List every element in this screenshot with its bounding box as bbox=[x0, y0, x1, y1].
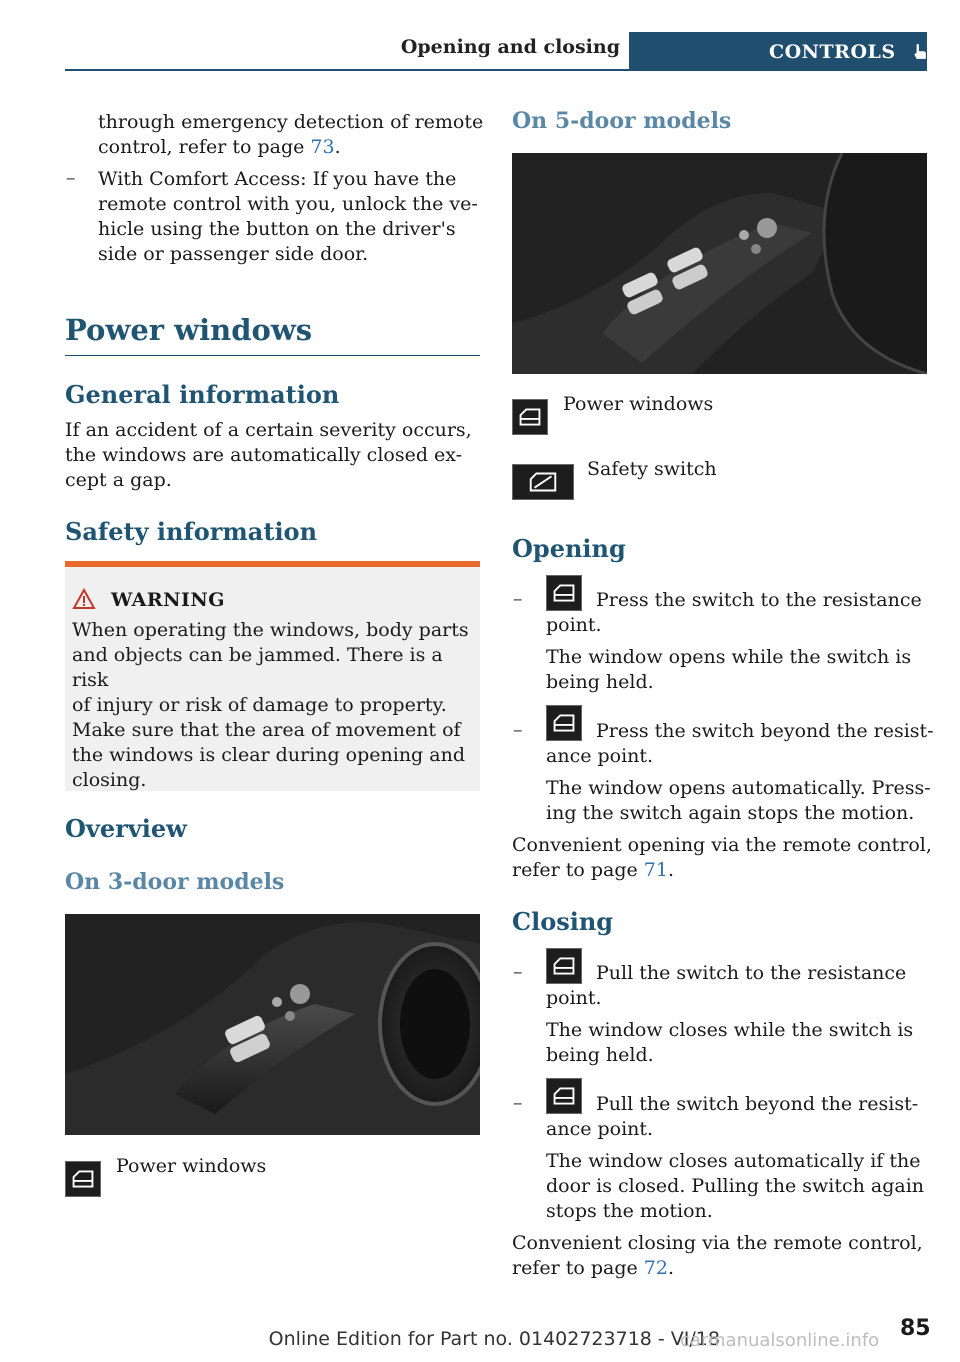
warning-line: Make sure that the area of movement of bbox=[72, 719, 461, 741]
warning-line: closing. bbox=[72, 769, 147, 791]
open-step-2-cont: ance point. bbox=[546, 745, 654, 767]
watermark: carmanualsonline.info bbox=[680, 1330, 880, 1351]
header-rule bbox=[65, 69, 927, 71]
close-step-2-cont: ance point. bbox=[546, 1118, 654, 1140]
general-text-3: cept a gap. bbox=[65, 469, 172, 491]
door-panel-illustration bbox=[65, 914, 480, 1135]
open-step-1: Press the switch to the resistance bbox=[596, 589, 922, 611]
close-remote-1: Convenient closing via the remote control, bbox=[512, 1232, 923, 1254]
bullet-dash: – bbox=[66, 167, 76, 189]
power-window-icon bbox=[65, 1161, 101, 1197]
page-link-72[interactable]: 72 bbox=[643, 1257, 668, 1279]
close-step-2-note-3: stops the motion. bbox=[546, 1200, 713, 1222]
intro-line-2-period: . bbox=[334, 136, 341, 158]
heading-safety-information: Safety information bbox=[65, 517, 318, 546]
bullet-comfort-4: side or passenger side door. bbox=[98, 243, 369, 265]
close-step-1: Pull the switch to the resistance bbox=[596, 962, 907, 984]
intro-line-2 bbox=[98, 135, 341, 160]
footer-edition: Online Edition for Part no. 01402723718 - VI/18 bbox=[268, 1328, 720, 1350]
heading-rule bbox=[65, 355, 480, 356]
warning-line: the windows is clear during opening and bbox=[72, 744, 465, 766]
heading-general-information: General information bbox=[65, 380, 340, 409]
open-remote-1: Convenient opening via the remote control, bbox=[512, 834, 932, 856]
open-step-1-note-1: The window opens while the switch is bbox=[546, 646, 912, 668]
warning-line: of injury or risk of damage to property. bbox=[72, 694, 447, 716]
legend-safety-switch: Safety switch bbox=[587, 458, 717, 480]
legend-3-door-power-windows: Power windows bbox=[116, 1155, 267, 1177]
page-number: 85 bbox=[900, 1316, 931, 1341]
close-step-1-note-2: being held. bbox=[546, 1044, 654, 1066]
open-remote-2 bbox=[512, 858, 674, 883]
running-header-chapter bbox=[629, 32, 927, 71]
period: . bbox=[667, 1257, 675, 1279]
general-text-1: If an accident of a certain severity occurs, bbox=[65, 419, 472, 441]
page-link-73[interactable]: 73 bbox=[310, 136, 335, 158]
heading-opening: Opening bbox=[512, 534, 626, 563]
door-panel-illustration bbox=[512, 153, 927, 374]
photo-5-door-window-switches bbox=[512, 153, 927, 374]
warning-text bbox=[72, 618, 472, 793]
warning-line: and objects can be jammed. There is a risk bbox=[72, 644, 443, 691]
close-step-2-note-1: The window closes automatically if the bbox=[546, 1150, 921, 1172]
photo-3-door-window-switches bbox=[65, 914, 480, 1135]
open-step-1-note-2: being held. bbox=[546, 671, 654, 693]
bullet-comfort-2: remote control with you, unlock the ve- bbox=[98, 193, 478, 215]
safety-switch-icon bbox=[512, 464, 574, 500]
warning-line: When operating the windows, body parts bbox=[72, 619, 469, 641]
close-step-2-note-2: door is closed. Pulling the switch again bbox=[546, 1175, 925, 1197]
intro-line-1: through emergency detection of remote bbox=[98, 111, 484, 133]
open-step-2-note-1: The window opens automatically. Press- bbox=[546, 777, 931, 799]
close-step-1-note-1: The window closes while the switch is bbox=[546, 1019, 914, 1041]
bullet-comfort-1: With Comfort Access: If you have the bbox=[98, 168, 457, 190]
open-step-2: Press the switch beyond the resist- bbox=[596, 720, 934, 742]
warning-triangle-icon bbox=[72, 588, 96, 610]
power-window-icon bbox=[546, 705, 582, 741]
step-dash: – bbox=[513, 719, 523, 741]
period: . bbox=[667, 859, 675, 881]
warning-title: WARNING bbox=[111, 589, 226, 611]
heading-closing: Closing bbox=[512, 907, 614, 936]
step-dash: – bbox=[513, 1092, 523, 1114]
heading-5-door-models: On 5-door models bbox=[512, 108, 732, 134]
legend-5-door-power-windows: Power windows bbox=[563, 393, 714, 415]
power-window-icon bbox=[546, 1078, 582, 1114]
warning-bar bbox=[65, 561, 480, 567]
chapter-label: CONTROLS bbox=[769, 40, 896, 63]
power-window-icon bbox=[546, 948, 582, 984]
close-step-1-cont: point. bbox=[546, 987, 602, 1009]
power-window-icon bbox=[512, 399, 548, 435]
close-step-2: Pull the switch beyond the resist- bbox=[596, 1093, 919, 1115]
warning-box bbox=[65, 561, 480, 791]
pointing-hand-icon bbox=[912, 41, 927, 63]
running-header-section: Opening and closing bbox=[400, 36, 620, 58]
step-dash: – bbox=[513, 588, 523, 610]
heading-overview: Overview bbox=[65, 814, 187, 843]
open-step-1-cont: point. bbox=[546, 614, 602, 636]
power-window-icon bbox=[546, 575, 582, 611]
bullet-comfort-3: hicle using the button on the driver's bbox=[98, 218, 456, 240]
close-remote-text: refer to page bbox=[512, 1257, 644, 1279]
heading-3-door-models: On 3-door models bbox=[65, 869, 285, 895]
heading-power-windows: Power windows bbox=[65, 313, 313, 347]
close-remote-2 bbox=[512, 1256, 674, 1281]
page-link-71[interactable]: 71 bbox=[643, 859, 668, 881]
step-dash: – bbox=[513, 961, 523, 983]
general-text-2: the windows are automatically closed ex- bbox=[65, 444, 463, 466]
open-step-2-note-2: ing the switch again stops the motion. bbox=[546, 802, 915, 824]
intro-line-2-text: control, refer to page bbox=[98, 136, 311, 158]
open-remote-text: refer to page bbox=[512, 859, 644, 881]
